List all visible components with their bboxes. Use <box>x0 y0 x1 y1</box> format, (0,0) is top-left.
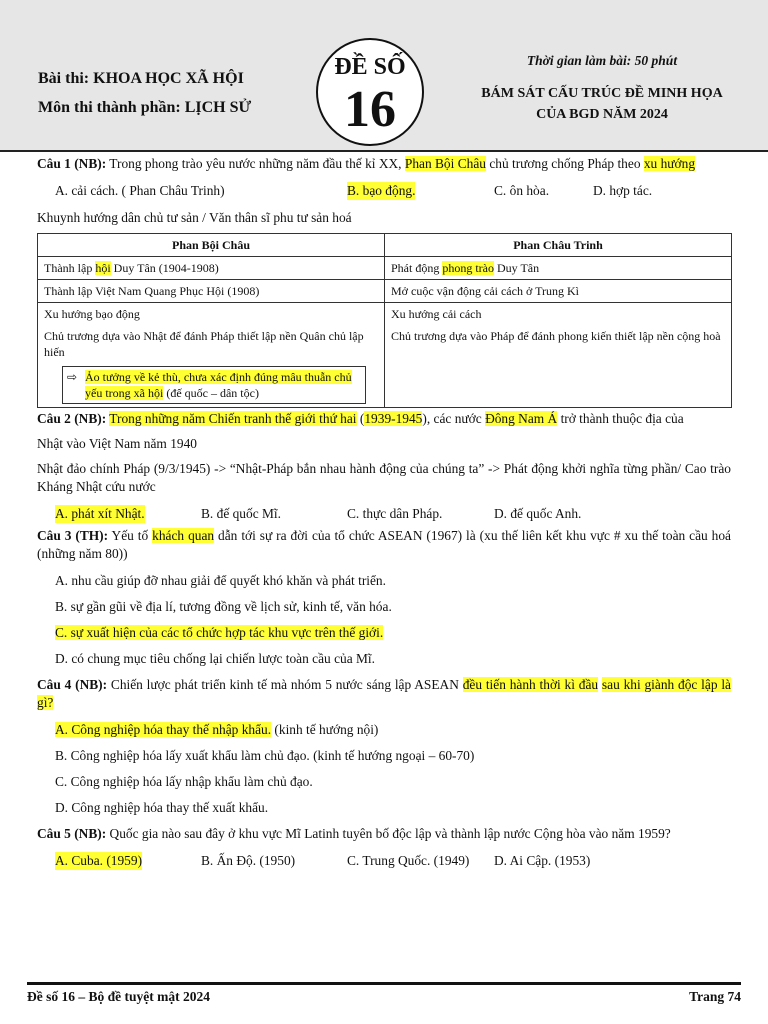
question-text: ), các nước <box>422 411 486 426</box>
option-a: A. phát xít Nhật. <box>55 506 145 521</box>
question-text: ( <box>356 411 365 426</box>
question-text: Quốc gia nào sau đây ở khu vực Mĩ Latinh tuyên bố độc lập và thành lập nước Cộng hòa vào năm 1959? <box>106 826 671 841</box>
option-b: B. bạo động. <box>347 183 416 198</box>
table-row <box>38 257 732 280</box>
question-text: Chiến lược phát triển kinh tế mà nhóm 5 nước sáng lập ASEAN <box>107 677 463 692</box>
question-5-label: Câu 5 (NB): <box>37 826 107 841</box>
option-note: (kinh tế hướng nội) <box>271 722 379 737</box>
question-2-note-2: Nhật đảo chính Pháp (9/3/1945) -> “Nhật-Pháp bắn nhau hành động của chúng ta” -> Phát động khởi nghĩa từng phần/ Cao trào Kháng Nhật cứu nước <box>37 461 731 494</box>
highlight: phong trào <box>442 261 494 275</box>
option-a: A. nhu cầu giúp đỡ nhau giải để quyết khó khăn và phát triển. <box>55 573 386 588</box>
question-1-note: Khuynh hướng dân chủ tư sản / Văn thân sĩ phu tư sản hoá <box>37 210 352 225</box>
highlight: xu hướng <box>643 156 696 171</box>
question-4 <box>37 676 731 712</box>
highlight: A. Công nghiệp hóa thay thế nhập khẩu. <box>55 722 272 737</box>
cell-text: Duy Tân <box>494 261 540 275</box>
exam-label: Bài thi: KHOA HỌC XÃ HỘI <box>38 70 244 87</box>
table-header-row <box>38 234 732 257</box>
question-2-options <box>55 505 731 523</box>
question-4-label: Câu 4 (NB): <box>37 677 108 692</box>
question-text: Trong phong trào yêu nước những năm đầu thế kỉ XX, <box>106 156 405 171</box>
exam-time: Thời gian làm bài: 50 phút <box>526 53 678 68</box>
question-text: Yếu tố <box>108 528 153 543</box>
footer-title: Đề số 16 – Bộ đề tuyệt mật 2024 <box>27 989 210 1004</box>
option-b: B. đế quốc Mĩ. <box>201 506 281 521</box>
exam-meta <box>452 53 752 125</box>
option-c: C. ôn hòa. <box>494 183 550 198</box>
arrow-right-icon: ⇨ <box>67 370 78 384</box>
highlight: Đông Nam Á <box>485 411 558 426</box>
table-header-phan-boi-chau: Phan Bội Châu <box>38 234 385 257</box>
option-a: A. cải cách. ( Phan Châu Trinh) <box>55 183 225 198</box>
note-box <box>62 366 366 404</box>
cell-text: (đế quốc – dân tộc) <box>163 386 259 400</box>
option-c <box>55 624 731 642</box>
exam-number-badge <box>316 38 424 146</box>
subject-label: Môn thi thành phần: LỊCH SỬ <box>38 99 252 116</box>
table-row <box>38 303 732 408</box>
option-d: D. đế quốc Anh. <box>494 506 582 521</box>
question-5 <box>37 825 731 843</box>
question-3 <box>37 527 731 563</box>
cell-text: Phát động <box>391 261 443 275</box>
note-text <box>85 369 361 401</box>
table-cell: Thành lập Việt Nam Quang Phục Hội (1908) <box>38 280 385 303</box>
question-1 <box>37 155 731 173</box>
option-d: D. Ai Cập. (1953) <box>494 853 591 868</box>
question-1-label: Câu 1 (NB): <box>37 156 107 171</box>
cell-text: Chủ trương dựa vào Nhật để đánh Pháp thiết lập nền Quân chủ lập hiến <box>44 329 364 359</box>
option-d: D. có chung mục tiêu chống lại chiến lược toàn cầu của Mĩ. <box>55 651 375 666</box>
question-1-options <box>55 182 731 200</box>
highlight: khách quan <box>152 528 215 543</box>
table-cell <box>38 303 385 408</box>
highlight: Trong những năm Chiến tranh thế giới thứ hai <box>109 411 357 426</box>
question-text: dẫn tới sự ra đời của tổ chức ASEAN (1967) là (xu thế liên kết khu vực # xu thế toàn cầu hoá (những năm 80)) <box>37 528 731 561</box>
option-c: C. thực dân Pháp. <box>347 506 443 521</box>
option-d: D. hợp tác. <box>593 183 653 198</box>
question-2 <box>37 410 731 428</box>
cell-text: Chủ trương dựa vào Pháp để đánh phong kiến thiết lập nền cộng hoà <box>391 329 721 343</box>
question-text: trở thành thuộc địa của <box>557 411 684 426</box>
question-2-note-1: Nhật vào Việt Nam năm 1940 <box>37 436 197 451</box>
page-footer <box>27 982 741 1004</box>
cell-text: Xu hướng cải cách <box>391 307 482 321</box>
structure-line-2: CỦA BGD NĂM 2024 <box>536 107 668 122</box>
option-a: A. Cuba. (1959) <box>55 853 143 868</box>
table-cell: Mở cuộc vận động cải cách ở Trung Kì <box>385 280 732 303</box>
de-so-label: ĐỀ SỐ <box>334 54 406 80</box>
option-b: B. Ấn Độ. (1950) <box>201 853 296 868</box>
highlight: đều tiến hành thời kì đầu <box>462 677 599 692</box>
page-number: Trang 74 <box>689 989 741 1004</box>
highlight: Phan Bội Châu <box>404 156 486 171</box>
table-row <box>38 280 732 303</box>
exam-header <box>0 0 768 152</box>
question-2-label: Câu 2 (NB): <box>37 411 107 426</box>
table-cell <box>385 303 732 408</box>
option-c: C. Trung Quốc. (1949) <box>347 853 470 868</box>
option-a <box>55 721 731 739</box>
table-cell <box>385 257 732 280</box>
option-d: D. Công nghiệp hóa thay thế xuất khẩu. <box>55 800 269 815</box>
question-3-label: Câu 3 (TH): <box>37 528 109 543</box>
cell-text: Thành lập <box>44 261 96 275</box>
option-b: B. sự gần gũi về địa lí, tương đồng về lịch sử, kinh tế, văn hóa. <box>55 599 392 614</box>
question-text: chủ trương chống Pháp theo <box>485 156 644 171</box>
highlight: sau khi giành độc lập là gì? <box>37 677 731 710</box>
option-b: B. Công nghiệp hóa lấy xuất khẩu làm chủ đạo. (kinh tế hướng ngoại – 60-70) <box>55 748 475 763</box>
table-cell <box>38 257 385 280</box>
table-header-phan-chau-trinh: Phan Châu Trinh <box>385 234 732 257</box>
de-so-number: 16 <box>344 81 396 138</box>
cell-text: Duy Tân (1904-1908) <box>110 261 219 275</box>
highlight: 1939-1945 <box>364 411 423 426</box>
highlight: C. sự xuất hiện của các tổ chức hợp tác khu vực trên thế giới. <box>55 625 384 640</box>
highlight: hội <box>95 261 111 275</box>
comparison-table <box>37 233 732 408</box>
structure-line-1: BÁM SÁT CẤU TRÚC ĐỀ MINH HỌA <box>481 86 723 101</box>
question-5-options <box>55 852 731 870</box>
cell-text: Xu hướng bạo động <box>44 307 140 321</box>
option-c: C. Công nghiệp hóa lấy nhập khẩu làm chủ đạo. <box>55 774 313 789</box>
exam-info <box>38 64 251 122</box>
highlight: Ảo tưởng về kẻ thù, chưa xác định đúng mâu thuẫn chủ yếu trong xã hội <box>85 370 352 400</box>
exam-content <box>37 155 731 870</box>
